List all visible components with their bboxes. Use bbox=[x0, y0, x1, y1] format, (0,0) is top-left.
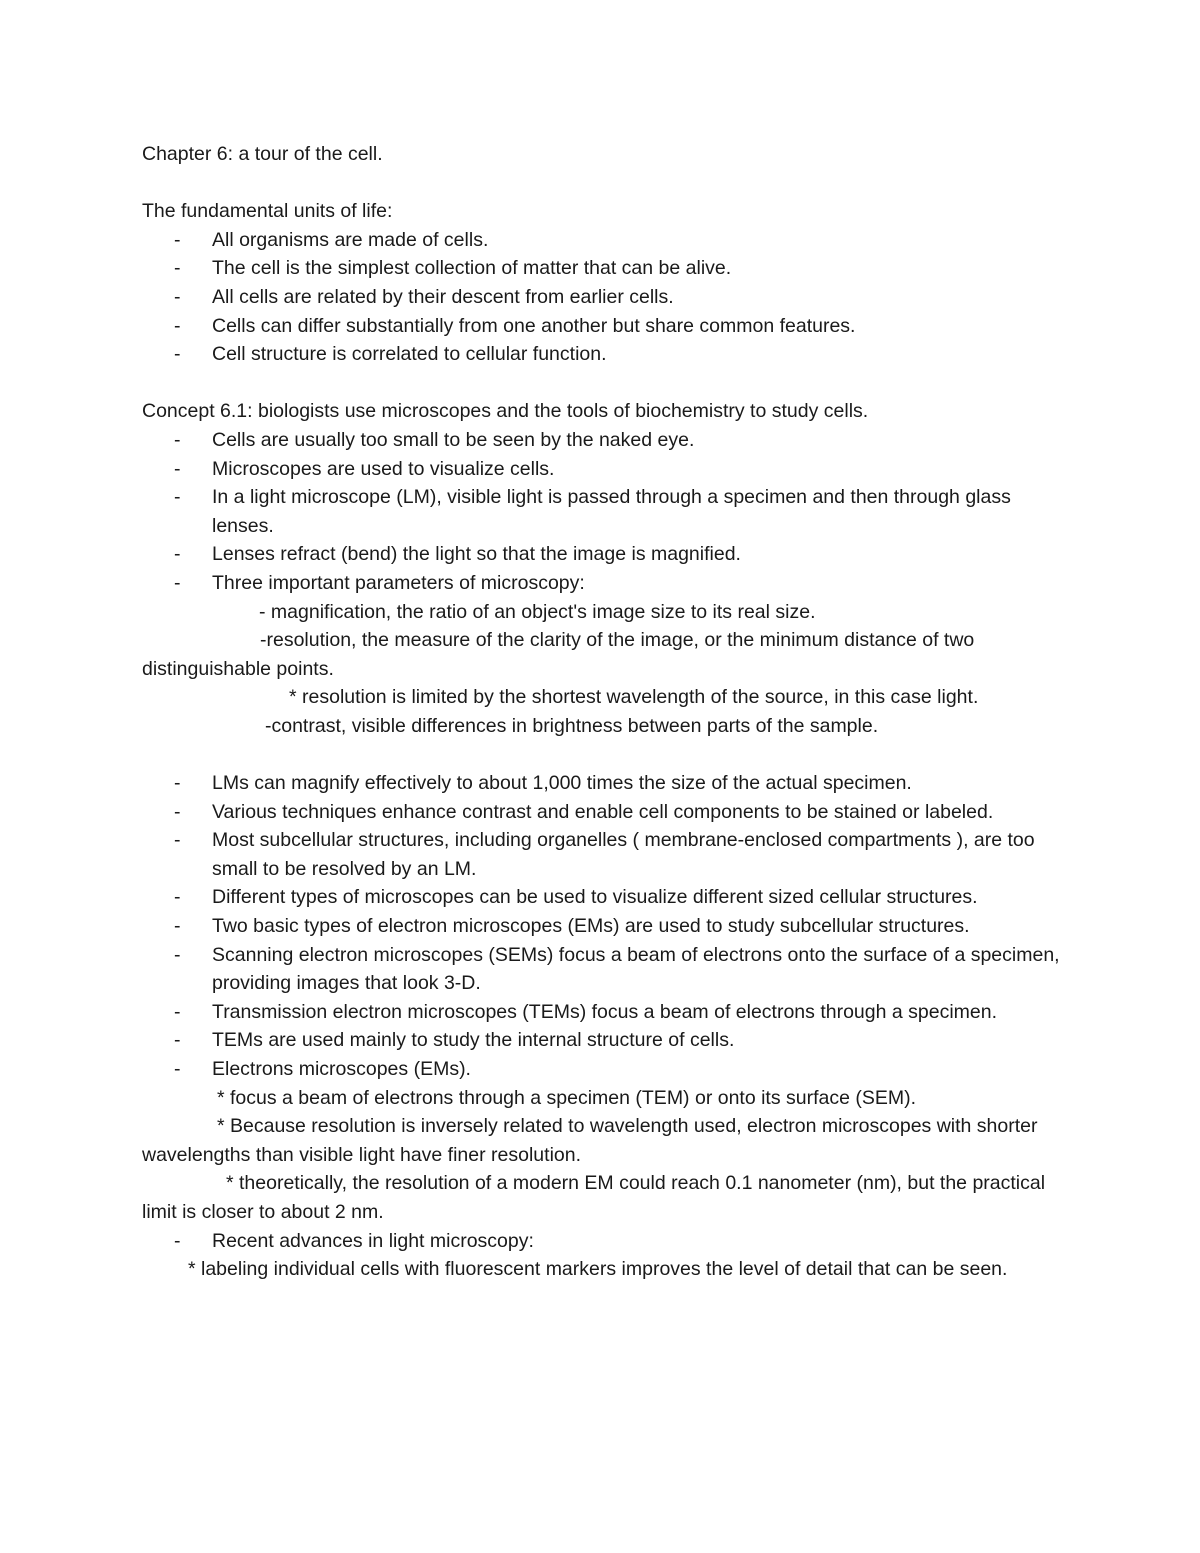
list-item: - Cells can differ substantially from one another but share common features. bbox=[142, 312, 1072, 341]
list-item: - Transmission electron microscopes (TEMs) focus a beam of electrons through a specimen. bbox=[142, 998, 1072, 1027]
concept-list-b bbox=[142, 769, 1072, 1084]
concept-list-c bbox=[142, 1227, 1072, 1256]
list-item: - Cells are usually too small to be seen by the naked eye. bbox=[142, 426, 1072, 455]
recent-advances-note: * labeling individual cells with fluorescent markers improves the level of detail that can be seen. bbox=[188, 1258, 1008, 1281]
spacer bbox=[142, 169, 1072, 198]
list-item: - Most subcellular structures, including organelles ( membrane-enclosed compartments ), are too small to be resolved by an LM. bbox=[142, 826, 1072, 883]
document-body bbox=[142, 140, 1072, 1284]
chapter-title: Chapter 6: a tour of the cell. bbox=[142, 143, 383, 165]
list-item: - Different types of microscopes can be used to visualize different sized cellular structures. bbox=[142, 883, 1072, 912]
list-item: - Electrons microscopes (EMs). bbox=[142, 1055, 1072, 1084]
list-item: - Recent advances in light microscopy: bbox=[142, 1227, 1072, 1256]
list-item: - In a light microscope (LM), visible light is passed through a specimen and then through glass lenses. bbox=[142, 483, 1072, 540]
list-item: - Three important parameters of microscopy: bbox=[142, 569, 1072, 598]
em-note: * theoretically, the resolution of a modern EM could reach 0.1 nanometer (nm), but the practical limit is closer to about 2 nm. bbox=[142, 1172, 1051, 1223]
spacer bbox=[142, 740, 1072, 769]
list-item: - Two basic types of electron microscopes (EMs) are used to study subcellular structures. bbox=[142, 912, 1072, 941]
parameter-resolution: -resolution, the measure of the clarity of the image, or the minimum distance of two distinguishable points. bbox=[142, 629, 980, 680]
list-item: - Scanning electron microscopes (SEMs) focus a beam of electrons onto the surface of a specimen, providing images that look 3-D. bbox=[142, 941, 1072, 998]
parameter-resolution-note: * resolution is limited by the shortest wavelength of the source, in this case light. bbox=[289, 686, 979, 709]
fundamental-units-list bbox=[142, 226, 1072, 369]
list-item: - Various techniques enhance contrast and enable cell components to be stained or labeled. bbox=[142, 798, 1072, 827]
concept-list-a bbox=[142, 426, 1072, 598]
list-item: - Cell structure is correlated to cellular function. bbox=[142, 340, 1072, 369]
section-heading-concept-6-1: Concept 6.1: biologists use microscopes and the tools of biochemistry to study cells. bbox=[142, 400, 869, 423]
list-item: - All organisms are made of cells. bbox=[142, 226, 1072, 255]
spacer bbox=[142, 369, 1072, 398]
parameter-contrast: -contrast, visible differences in brightness between parts of the sample. bbox=[265, 714, 879, 737]
list-item: - LMs can magnify effectively to about 1,000 times the size of the actual specimen. bbox=[142, 769, 1072, 798]
section-heading-fundamental-units: The fundamental units of life: bbox=[142, 200, 393, 223]
list-item: - Lenses refract (bend) the light so that the image is magnified. bbox=[142, 540, 1072, 569]
parameter-magnification: - magnification, the ratio of an object's image size to its real size. bbox=[259, 600, 816, 623]
em-note: * focus a beam of electrons through a specimen (TEM) or onto its surface (SEM). bbox=[217, 1086, 917, 1109]
list-item: - All cells are related by their descent from earlier cells. bbox=[142, 283, 1072, 312]
list-item: - TEMs are used mainly to study the internal structure of cells. bbox=[142, 1026, 1072, 1055]
list-item: - Microscopes are used to visualize cells. bbox=[142, 455, 1072, 484]
list-item: - The cell is the simplest collection of matter that can be alive. bbox=[142, 254, 1072, 283]
em-note: * Because resolution is inversely related to wavelength used, electron microscopes with shorter wavelengths than visible light have finer resolution. bbox=[142, 1115, 1043, 1166]
